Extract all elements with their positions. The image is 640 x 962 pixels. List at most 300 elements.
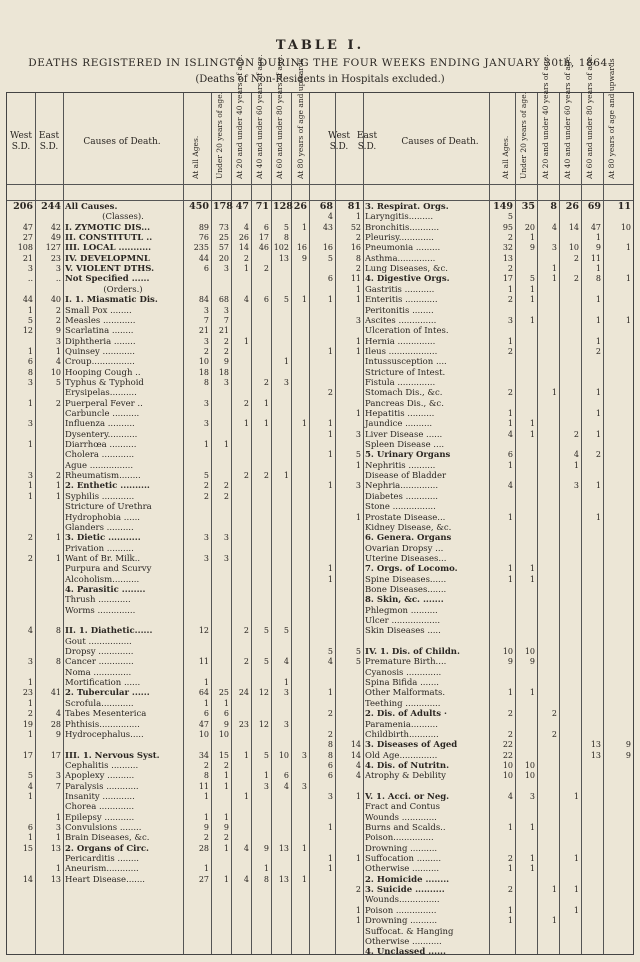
right-table-row bbox=[7, 906, 633, 916]
count-cell: 3 bbox=[263, 781, 269, 791]
count-cell: 9 bbox=[203, 823, 209, 832]
cause-label: Bronchitis........... bbox=[365, 222, 440, 233]
count-cell: 128 bbox=[273, 201, 293, 212]
count-cell: 3 bbox=[27, 419, 33, 429]
count-cell: 15 bbox=[22, 843, 33, 853]
count-cell: 69 bbox=[587, 201, 601, 212]
count-cell: 6 bbox=[27, 823, 33, 832]
count-cell: 1 bbox=[355, 212, 361, 222]
count-cell: 1 bbox=[355, 916, 361, 926]
right-table-row bbox=[7, 802, 633, 812]
cause-label: I. ZYMOTIC DIS... bbox=[65, 222, 151, 233]
count-cell: 1 bbox=[327, 295, 333, 305]
count-cell: 17 bbox=[22, 750, 33, 760]
count-cell: 10 bbox=[198, 357, 209, 367]
count-cell: 1 bbox=[243, 791, 249, 801]
count-cell: 10 bbox=[218, 729, 229, 739]
cause-label: Hooping Cough .. bbox=[65, 367, 141, 378]
right-table-row bbox=[7, 895, 633, 905]
count-cell: 10 bbox=[524, 760, 535, 770]
count-cell: 4 bbox=[551, 222, 557, 232]
count-cell: 16 bbox=[350, 243, 361, 253]
count-cell: 17 bbox=[50, 750, 61, 760]
count-cell: 2 bbox=[243, 471, 249, 481]
count-cell: 2 bbox=[27, 709, 33, 719]
cause-label: Pleurisy............. bbox=[365, 233, 434, 244]
count-cell: 2 bbox=[223, 336, 229, 346]
right-table-row bbox=[7, 782, 633, 792]
count-cell: 1 bbox=[27, 833, 33, 843]
count-cell: 6 bbox=[283, 771, 289, 781]
cause-label: Drowning .......... bbox=[365, 916, 438, 927]
count-cell: 149 bbox=[493, 201, 513, 212]
count-cell: 9 bbox=[55, 729, 61, 739]
count-cell: 1 bbox=[55, 533, 61, 543]
count-cell: 10 bbox=[502, 647, 513, 657]
count-cell: 8 bbox=[263, 874, 269, 884]
cause-label: 3. Dietic ........... bbox=[65, 533, 141, 544]
cause-label: Heart Disease....... bbox=[65, 874, 145, 885]
cause-label: Convulsions ........ bbox=[65, 823, 142, 833]
count-cell: 1 bbox=[507, 564, 513, 574]
count-cell: 2 bbox=[355, 264, 361, 274]
count-cell: 2 bbox=[263, 264, 269, 274]
count-cell: 23 bbox=[238, 719, 249, 729]
count-cell: 4 bbox=[283, 781, 289, 791]
count-cell: 4 bbox=[243, 874, 249, 884]
count-cell: 10 bbox=[524, 647, 535, 657]
right-table-row bbox=[7, 637, 633, 647]
count-cell: 11 bbox=[350, 274, 361, 284]
cause-label: Intussusception .... bbox=[365, 357, 447, 368]
count-cell: 27 bbox=[22, 233, 33, 243]
count-cell: 6 bbox=[203, 264, 209, 274]
cause-label: Pericarditis ........ bbox=[65, 854, 140, 865]
count-cell: 2 bbox=[507, 854, 513, 864]
right-table-row bbox=[7, 833, 633, 843]
count-cell: 5 bbox=[283, 295, 289, 305]
count-cell: 5 bbox=[203, 471, 209, 481]
cause-label: Stricture of Intest. bbox=[365, 367, 446, 378]
count-cell: 21 bbox=[218, 326, 229, 336]
count-cell: 1 bbox=[301, 222, 307, 232]
cause-label: (Classes). bbox=[102, 212, 144, 223]
count-cell: 2 bbox=[507, 885, 513, 895]
count-cell: 2 bbox=[507, 709, 513, 719]
cause-label: Fract and Contus bbox=[365, 802, 440, 813]
count-cell: 1 bbox=[573, 905, 579, 915]
count-cell: 2 bbox=[27, 553, 33, 563]
count-cell: 3 bbox=[203, 398, 209, 408]
count-cell: 25 bbox=[218, 688, 229, 698]
count-cell: 2 bbox=[595, 450, 601, 460]
cause-label: Childbirth........... bbox=[365, 729, 439, 740]
cause-label: Scarlatina ........ bbox=[65, 326, 134, 337]
count-cell: 1 bbox=[327, 419, 333, 429]
count-cell: 73 bbox=[218, 222, 229, 232]
count-cell: 3 bbox=[327, 791, 333, 801]
cause-label: Phlegmon .......... bbox=[365, 605, 438, 616]
count-cell: 1 bbox=[27, 729, 33, 739]
count-cell: 5 bbox=[327, 647, 333, 657]
count-cell: 1 bbox=[263, 419, 269, 429]
right-table-row bbox=[7, 699, 633, 709]
count-cell: 13 bbox=[590, 740, 601, 750]
count-cell: 2 bbox=[551, 709, 557, 719]
count-cell: 21 bbox=[22, 253, 33, 263]
count-cell: 1 bbox=[263, 864, 269, 874]
count-cell: 9 bbox=[223, 719, 229, 729]
count-cell: 3 bbox=[203, 553, 209, 563]
count-cell: 2 bbox=[55, 471, 61, 481]
cause-label: Uterine Diseases... bbox=[365, 553, 447, 564]
count-cell: 2 bbox=[203, 481, 209, 491]
count-cell: 10 bbox=[50, 367, 61, 377]
count-cell: 5 bbox=[283, 626, 289, 636]
count-cell: 20 bbox=[524, 222, 535, 232]
cause-label: III. 1. Nervous Syst. bbox=[65, 750, 160, 761]
count-cell: 5 bbox=[355, 657, 361, 667]
header-under20-left: Under 20 years of age. bbox=[215, 91, 224, 179]
count-cell: 47 bbox=[198, 719, 209, 729]
count-cell: 19 bbox=[22, 719, 33, 729]
count-cell: 1 bbox=[27, 398, 33, 408]
count-cell: 23 bbox=[22, 688, 33, 698]
cause-label: Fistula .............. bbox=[365, 377, 436, 388]
count-cell: 3 bbox=[203, 419, 209, 429]
cause-label: All Causes. bbox=[65, 202, 118, 212]
count-cell: 1 bbox=[55, 491, 61, 501]
count-cell: 15 bbox=[218, 750, 229, 760]
count-cell: 127 bbox=[45, 243, 61, 253]
count-cell: 13 bbox=[50, 843, 61, 853]
count-cell: 3 bbox=[55, 336, 61, 346]
header-60-80-right: At 60 and under 80 years of age. bbox=[585, 54, 594, 179]
header-causes-left: Causes of Death. bbox=[83, 137, 161, 147]
cause-label: Ulceration of Intes. bbox=[365, 326, 449, 337]
cause-label: 2. Enthetic .......... bbox=[65, 481, 150, 492]
cause-label: Scrofula............ bbox=[65, 698, 134, 709]
count-cell: 44 bbox=[22, 295, 33, 305]
cause-label: Spleen Disease .... bbox=[365, 440, 445, 451]
count-cell: 13 bbox=[278, 253, 289, 263]
count-cell: .. bbox=[27, 274, 33, 284]
count-cell: 1 bbox=[507, 512, 513, 522]
right-table-row bbox=[7, 916, 633, 926]
count-cell: 14 bbox=[568, 222, 579, 232]
right-table-row bbox=[7, 233, 633, 243]
cause-label: Hernia .............. bbox=[365, 336, 436, 347]
count-cell: 5 bbox=[263, 750, 269, 760]
cause-label: IV. DEVELOPMNL bbox=[65, 253, 150, 264]
cause-label: Premature Birth.... bbox=[365, 657, 447, 668]
right-table-row bbox=[7, 606, 633, 616]
cause-label: Cancer ............. bbox=[65, 657, 134, 668]
count-cell: 16 bbox=[296, 243, 307, 253]
right-table-row bbox=[7, 440, 633, 450]
count-cell: 4 bbox=[507, 429, 513, 439]
count-cell: 1 bbox=[355, 854, 361, 864]
count-cell: 244 bbox=[41, 201, 61, 212]
count-cell: 1 bbox=[595, 295, 601, 305]
cause-label: 7. Orgs. of Locomo. bbox=[365, 564, 458, 575]
count-cell: 3 bbox=[223, 533, 229, 543]
cause-label: Puerperal Fever .. bbox=[65, 398, 143, 409]
count-cell: 8 bbox=[55, 626, 61, 636]
right-table-row bbox=[7, 306, 633, 316]
count-cell: 1 bbox=[625, 274, 631, 284]
cause-label: Hydrocephalus..... bbox=[65, 729, 144, 740]
count-cell: 4 bbox=[355, 760, 361, 770]
right-table-row bbox=[7, 409, 633, 419]
cause-label: Ascites .............. bbox=[365, 315, 437, 326]
right-table-row bbox=[7, 688, 633, 698]
count-cell: 1 bbox=[595, 409, 601, 418]
count-cell: 9 bbox=[223, 357, 229, 367]
right-table-row bbox=[7, 771, 633, 781]
count-cell: 1 bbox=[55, 864, 61, 874]
count-cell: 4 bbox=[55, 357, 61, 367]
count-cell: 1 bbox=[203, 791, 209, 801]
count-cell: 1 bbox=[203, 864, 209, 874]
cause-label: Thrush ............ bbox=[65, 595, 131, 606]
count-cell: 11 bbox=[617, 201, 631, 212]
count-cell: 2 bbox=[355, 233, 361, 243]
count-cell: 4 bbox=[507, 481, 513, 491]
right-table-row bbox=[7, 937, 633, 947]
count-cell: 1 bbox=[223, 771, 229, 781]
count-cell: 5 bbox=[327, 253, 333, 263]
count-cell: 2 bbox=[243, 398, 249, 408]
cause-label: Epilepsy ........... bbox=[65, 812, 135, 823]
count-cell: 5 bbox=[27, 315, 33, 325]
cause-label: Carbuncle .......... bbox=[65, 409, 140, 419]
count-cell: 6 bbox=[507, 450, 513, 460]
count-cell: 1 bbox=[27, 491, 33, 501]
count-cell: 1 bbox=[355, 284, 361, 294]
count-cell: 2 bbox=[223, 760, 229, 770]
count-cell: 3 bbox=[355, 481, 361, 491]
count-cell: 1 bbox=[355, 512, 361, 522]
header-east-left: East S.D. bbox=[38, 131, 60, 152]
count-cell: 2 bbox=[203, 346, 209, 356]
count-cell: 1 bbox=[355, 295, 361, 305]
count-cell: 1 bbox=[283, 678, 289, 688]
right-table-row bbox=[7, 792, 633, 802]
header-west-left: West S.D. bbox=[9, 131, 33, 152]
count-cell: 1 bbox=[507, 574, 513, 584]
count-cell: 1 bbox=[529, 295, 535, 305]
cause-label: Suffocation ......... bbox=[365, 854, 442, 865]
count-cell: 6 bbox=[263, 222, 269, 232]
count-cell: 3 bbox=[27, 264, 33, 274]
count-cell: 17 bbox=[258, 233, 269, 243]
count-cell: 1 bbox=[27, 346, 33, 356]
count-cell: 1 bbox=[551, 916, 557, 926]
count-cell: 5 bbox=[529, 274, 535, 284]
count-cell: 4 bbox=[27, 626, 33, 636]
count-cell: 12 bbox=[198, 626, 209, 636]
count-cell: 14 bbox=[238, 243, 249, 253]
count-cell: 1 bbox=[27, 678, 33, 688]
count-cell: 3 bbox=[573, 481, 579, 491]
header-80-right: At 80 years of age and upwards bbox=[607, 58, 616, 179]
count-cell: 68 bbox=[319, 201, 333, 212]
count-cell: 206 bbox=[13, 201, 33, 212]
count-cell: 2 bbox=[223, 481, 229, 491]
row-rule bbox=[7, 184, 633, 185]
count-cell: 5 bbox=[355, 450, 361, 460]
count-cell: 1 bbox=[507, 409, 513, 418]
count-cell: 2 bbox=[27, 533, 33, 543]
count-cell: 4 bbox=[327, 657, 333, 667]
count-cell: 1 bbox=[551, 264, 557, 274]
count-cell: 1 bbox=[529, 315, 535, 325]
right-table-row bbox=[7, 523, 633, 533]
count-cell: 26 bbox=[293, 201, 307, 212]
count-cell: 3 bbox=[507, 315, 513, 325]
count-cell: 6 bbox=[27, 357, 33, 367]
count-cell: 18 bbox=[198, 367, 209, 377]
count-cell: 1 bbox=[355, 346, 361, 356]
count-cell: 32 bbox=[502, 243, 513, 253]
cause-label: Phthisis............... bbox=[65, 719, 140, 730]
count-cell: 1 bbox=[507, 823, 513, 832]
count-cell: 1 bbox=[223, 698, 229, 708]
cause-label: V. 1. Acci. or Neg. bbox=[365, 791, 450, 802]
count-cell: 1 bbox=[355, 791, 361, 801]
count-cell: 14 bbox=[350, 740, 361, 750]
cause-label: Insanity ............ bbox=[65, 791, 135, 802]
count-cell: 1 bbox=[27, 791, 33, 801]
count-cell: 1 bbox=[327, 864, 333, 874]
cause-label: Laryngitis......... bbox=[365, 212, 434, 223]
header-west-right: West S.D. bbox=[327, 131, 351, 152]
count-cell: 3 bbox=[203, 533, 209, 543]
count-cell: 1 bbox=[327, 823, 333, 832]
cause-label: 3. Diseases of Aged bbox=[365, 740, 458, 751]
count-cell: 3 bbox=[301, 750, 307, 760]
count-cell: 13 bbox=[278, 843, 289, 853]
count-cell: 1 bbox=[301, 419, 307, 429]
count-cell: 8 bbox=[327, 750, 333, 760]
cause-label: 5. Urinary Organs bbox=[365, 450, 451, 461]
count-cell: 235 bbox=[193, 243, 209, 253]
count-cell: 2 bbox=[595, 346, 601, 356]
count-cell: 1 bbox=[203, 812, 209, 822]
cause-label: Alcoholism.......... bbox=[65, 574, 140, 585]
count-cell: 1 bbox=[507, 688, 513, 698]
count-cell: 1 bbox=[327, 854, 333, 864]
count-cell: 12 bbox=[258, 719, 269, 729]
right-table-row bbox=[7, 378, 633, 388]
count-cell: 1 bbox=[223, 812, 229, 822]
cause-label: Typhus & Typhoid bbox=[65, 377, 144, 388]
count-cell: 84 bbox=[198, 295, 209, 305]
cause-label: Wounds............... bbox=[365, 895, 440, 906]
cause-label: 2. Dis. of Adults · bbox=[365, 709, 447, 720]
count-cell: 1 bbox=[355, 460, 361, 470]
cause-label: Dropsy ............. bbox=[65, 647, 134, 658]
count-cell: 8 bbox=[355, 253, 361, 263]
count-cell: 35 bbox=[521, 201, 535, 212]
count-cell: 26 bbox=[238, 233, 249, 243]
count-cell: 1 bbox=[283, 471, 289, 481]
cause-label: Asthma.............. bbox=[365, 253, 436, 264]
count-cell: 1 bbox=[507, 916, 513, 926]
count-cell: 1 bbox=[551, 274, 557, 284]
count-cell: 3 bbox=[529, 791, 535, 801]
right-table-row bbox=[7, 564, 633, 574]
count-cell: 1 bbox=[327, 450, 333, 460]
cause-label: Chorea ............. bbox=[65, 802, 135, 813]
count-cell: 5 bbox=[263, 657, 269, 667]
right-table-row bbox=[7, 285, 633, 295]
count-cell: 6 bbox=[263, 295, 269, 305]
cause-label: Brain Diseases, &c. bbox=[65, 833, 150, 844]
count-cell: 2 bbox=[507, 346, 513, 356]
count-cell: 1 bbox=[301, 843, 307, 853]
count-cell: 9 bbox=[301, 253, 307, 263]
right-table-row bbox=[7, 761, 633, 771]
count-cell: 5 bbox=[263, 626, 269, 636]
count-cell: 9 bbox=[55, 326, 61, 336]
table-title: TABLE I. bbox=[275, 38, 365, 53]
right-table-row bbox=[7, 947, 633, 957]
count-cell: 42 bbox=[50, 222, 61, 232]
cause-label: Peritonitis ........ bbox=[365, 305, 434, 316]
count-cell: 9 bbox=[263, 843, 269, 853]
count-cell: 11 bbox=[198, 657, 209, 667]
count-cell: 2 bbox=[327, 388, 333, 398]
count-cell: 26 bbox=[565, 201, 579, 212]
right-table-row bbox=[7, 430, 633, 440]
count-cell: 49 bbox=[50, 233, 61, 243]
right-table-row bbox=[7, 419, 633, 429]
right-table-row bbox=[7, 595, 633, 605]
count-cell: 1 bbox=[507, 284, 513, 294]
count-cell: 3 bbox=[355, 429, 361, 439]
count-cell: 3 bbox=[55, 264, 61, 274]
count-cell: 4 bbox=[327, 212, 333, 222]
count-cell: 6 bbox=[327, 760, 333, 770]
count-cell: 2 bbox=[507, 264, 513, 274]
right-table-row bbox=[7, 337, 633, 347]
cause-label: 4. Digestive Orgs. bbox=[365, 274, 450, 285]
count-cell: 1 bbox=[27, 481, 33, 491]
count-cell: 1 bbox=[507, 336, 513, 346]
count-cell: 4 bbox=[355, 771, 361, 781]
count-cell: 102 bbox=[273, 243, 289, 253]
count-cell: 1 bbox=[529, 574, 535, 584]
count-cell: 1 bbox=[595, 481, 601, 491]
count-cell: 5 bbox=[507, 212, 513, 222]
cause-label: 4. Dis. of Nutritn. bbox=[365, 760, 450, 771]
count-cell: 2 bbox=[223, 833, 229, 843]
cause-label: Stone ................ bbox=[365, 502, 436, 513]
cause-label: V. VIOLENT DTHS. bbox=[65, 264, 155, 275]
count-cell: 2 bbox=[243, 626, 249, 636]
count-cell: 2 bbox=[223, 491, 229, 501]
count-cell: 178 bbox=[213, 201, 233, 212]
count-cell: 13 bbox=[50, 874, 61, 884]
count-cell: 6 bbox=[327, 771, 333, 781]
count-cell: 2 bbox=[355, 885, 361, 895]
count-cell: 1 bbox=[55, 812, 61, 822]
count-cell: 1 bbox=[529, 823, 535, 832]
count-cell: 1 bbox=[595, 388, 601, 398]
count-cell: 52 bbox=[350, 222, 361, 232]
